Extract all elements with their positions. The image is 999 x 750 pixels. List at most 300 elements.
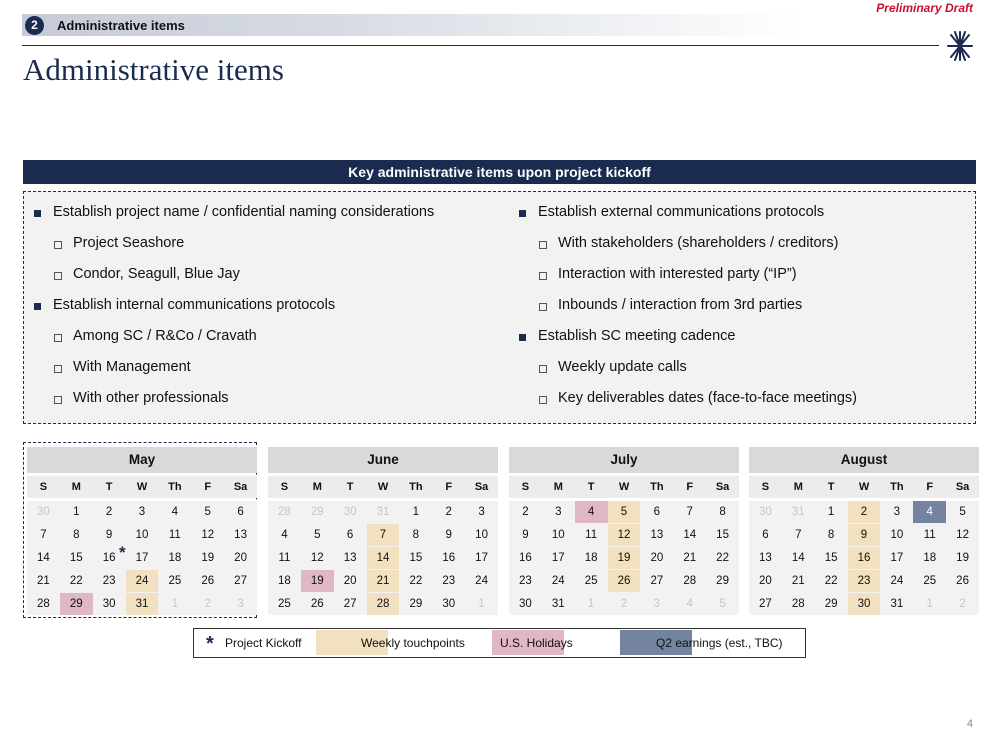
day-cell-weekly [848, 570, 881, 592]
day-cell [673, 524, 706, 546]
day-cell [126, 524, 159, 546]
day-cell [465, 570, 498, 592]
day-cell [334, 524, 367, 546]
bullet-hollow-icon [54, 365, 62, 373]
calendar-july [509, 447, 739, 615]
day-number: 12 [617, 529, 631, 541]
day-number: 16 [857, 552, 871, 564]
day-cell [575, 547, 608, 569]
sub-bullet-item: With stakeholders (shareholders / creditors) [558, 235, 839, 251]
weekday-label: W [858, 481, 870, 493]
weekday-label: W [136, 481, 148, 493]
day-number: 9 [860, 529, 868, 541]
day-cell [575, 524, 608, 546]
day-number: 7 [40, 529, 47, 541]
day-cell [268, 547, 301, 569]
day-cell [191, 593, 224, 615]
day-cell [301, 593, 334, 615]
day-cell [432, 547, 465, 569]
day-number: 18 [168, 552, 182, 564]
day-cell [706, 547, 739, 569]
day-number: 13 [234, 529, 247, 541]
day-number: 4 [281, 529, 288, 541]
weekday-header [749, 476, 979, 498]
day-cell [913, 593, 946, 615]
day-cell [815, 593, 848, 615]
weekday-label: Sa [233, 481, 248, 493]
day-cell [334, 547, 367, 569]
day-cell [946, 593, 979, 615]
day-cell [946, 501, 979, 523]
day-number: 24 [890, 575, 904, 587]
day-number: 20 [343, 575, 357, 587]
sub-bullet-item: Project Seashore [73, 235, 185, 251]
day-number: 6 [653, 506, 661, 518]
day-number: 11 [585, 529, 598, 541]
day-number: 2 [860, 506, 868, 518]
day-number: 29 [409, 598, 423, 610]
day-number: 1 [926, 598, 933, 610]
day-cell-earnings [913, 501, 946, 523]
kickoff-star-icon: * [118, 543, 126, 562]
day-number: 19 [310, 575, 324, 587]
day-number: 9 [445, 529, 452, 541]
day-cell [913, 524, 946, 546]
bullet-filled-icon [34, 303, 41, 310]
day-cell [27, 547, 60, 569]
legend-weekly-label: Weekly touchpoints [361, 636, 465, 650]
day-cell [27, 524, 60, 546]
day-number: 30 [442, 598, 456, 610]
day-number: 26 [956, 575, 969, 587]
day-number: 25 [923, 575, 937, 587]
day-cell-weekly [848, 547, 881, 569]
day-cell-weekly [608, 501, 641, 523]
day-number: 23 [857, 575, 871, 587]
day-cell [399, 501, 432, 523]
day-cell-kickoff [93, 543, 126, 569]
day-cell-weekly [608, 524, 641, 546]
day-cell [509, 524, 542, 546]
day-cell [465, 547, 498, 569]
day-number: 7 [795, 529, 802, 541]
day-number: 12 [956, 529, 969, 541]
weekday-label: Sa [715, 481, 730, 493]
day-number: 2 [204, 598, 211, 610]
day-number: 30 [857, 598, 871, 610]
day-cell [782, 524, 815, 546]
bullet-item: Establish external communications protocols [538, 204, 825, 220]
day-number: 17 [551, 552, 565, 564]
day-cell [399, 524, 432, 546]
bullet-hollow-icon [54, 396, 62, 404]
weekday-header [509, 476, 739, 498]
month-title: July [509, 447, 739, 473]
day-number: 2 [620, 598, 628, 610]
day-number: 11 [168, 529, 181, 541]
day-cell [782, 501, 815, 523]
day-number: 9 [105, 529, 113, 541]
weekday-label: W [618, 481, 630, 493]
day-number: 19 [201, 552, 215, 564]
day-number: 22 [69, 575, 83, 587]
day-cell [509, 547, 542, 569]
day-number: 1 [73, 506, 80, 518]
day-number: 27 [650, 575, 664, 587]
day-number: 17 [475, 552, 488, 564]
day-number: 3 [653, 598, 661, 610]
day-cell [301, 524, 334, 546]
day-number: 15 [409, 552, 423, 564]
page-title: Administrative items [23, 52, 284, 87]
day-cell-holiday [575, 501, 608, 523]
day-number: 1 [827, 506, 835, 518]
day-number: 10 [135, 529, 149, 541]
day-number: 4 [926, 506, 933, 518]
bullet-hollow-icon [54, 334, 62, 342]
bullet-filled-icon [519, 334, 526, 341]
day-cell [465, 524, 498, 546]
day-number: 3 [138, 506, 146, 518]
day-cell [93, 593, 126, 615]
weekday-label: F [926, 481, 934, 493]
day-cell [399, 570, 432, 592]
day-cell [126, 547, 159, 569]
day-cell [706, 593, 739, 615]
day-grid [509, 501, 739, 615]
day-number: 28 [791, 598, 805, 610]
day-number: 31 [376, 506, 390, 518]
page-number: 4 [966, 718, 973, 730]
day-cell [334, 570, 367, 592]
day-cell [673, 501, 706, 523]
day-number: 15 [824, 552, 838, 564]
calendar-may [27, 447, 257, 615]
bullet-hollow-icon [539, 272, 547, 280]
bullet-hollow-icon [54, 272, 62, 280]
calendar-june [268, 447, 498, 615]
bullet-hollow-icon [539, 241, 547, 249]
day-number: 22 [409, 575, 423, 587]
day-cell [880, 570, 913, 592]
day-cell [542, 501, 575, 523]
day-cell [946, 547, 979, 569]
day-number: 28 [278, 506, 291, 518]
day-cell [432, 570, 465, 592]
bullet-filled-icon [519, 210, 526, 217]
day-number: 22 [716, 552, 729, 564]
day-cell [432, 524, 465, 546]
day-number: 30 [343, 506, 357, 518]
weekday-label: W [377, 481, 389, 493]
day-number: 5 [959, 506, 966, 518]
weekday-header [268, 476, 498, 498]
day-number: 20 [759, 575, 772, 587]
day-number: 23 [519, 575, 532, 587]
sub-bullet-item: Condor, Seagull, Blue Jay [73, 266, 240, 282]
day-number: 5 [314, 529, 321, 541]
day-number: 20 [234, 552, 247, 564]
sub-bullet-item: With Management [73, 359, 191, 375]
header-rule [22, 45, 939, 46]
month-title: June [268, 447, 498, 473]
day-cell-weekly [848, 524, 881, 546]
weekday-label: S [280, 481, 289, 493]
day-cell [815, 570, 848, 592]
day-cell [880, 524, 913, 546]
day-number: 1 [587, 598, 595, 610]
legend-earnings-label: Q2 earnings (est., TBC) [656, 636, 783, 650]
day-number: 7 [686, 506, 693, 518]
day-number: 8 [412, 529, 420, 541]
key-items-header: Key administrative items upon project kickoff [23, 160, 976, 184]
month-title: May [27, 447, 257, 473]
section-number-badge: 2 [25, 16, 44, 35]
day-number: 30 [519, 598, 532, 610]
weekday-label: T [827, 481, 835, 493]
day-number: 31 [791, 506, 805, 518]
day-cell [334, 593, 367, 615]
day-number: 26 [617, 575, 631, 587]
day-cell [880, 593, 913, 615]
day-cell [191, 524, 224, 546]
day-cell [913, 547, 946, 569]
day-number: 5 [719, 598, 726, 610]
day-number: 6 [237, 506, 244, 518]
day-cell [749, 547, 782, 569]
bullet-hollow-icon [539, 396, 547, 404]
day-grid [268, 501, 498, 615]
day-cell [782, 570, 815, 592]
day-number: 19 [617, 552, 631, 564]
day-cell [268, 524, 301, 546]
firm-logo-icon [945, 29, 975, 63]
bullet-item: Establish project name / confidential naming considerations [53, 204, 435, 220]
day-cell-weekly [608, 547, 641, 569]
bullet-item: Establish internal communications protocols [53, 297, 336, 313]
weekday-label: M [71, 481, 81, 493]
day-number: 14 [376, 552, 390, 564]
day-cell [432, 593, 465, 615]
day-number: 21 [37, 575, 50, 587]
day-cell-weekly [367, 570, 400, 592]
calendar-august [749, 447, 979, 615]
sub-bullet-item: Inbounds / interaction from 3rd parties [558, 297, 803, 313]
day-cell [542, 547, 575, 569]
day-cell [749, 501, 782, 523]
day-cell [575, 570, 608, 592]
day-cell [126, 501, 159, 523]
weekday-label: M [312, 481, 322, 493]
day-cell-holiday [60, 593, 93, 615]
day-number: 24 [475, 575, 488, 587]
day-cell-weekly [848, 501, 881, 523]
day-cell [946, 524, 979, 546]
sub-bullet-item: Interaction with interested party (“IP”) [558, 266, 797, 282]
day-cell-weekly [367, 524, 400, 546]
day-cell [749, 524, 782, 546]
day-cell [224, 524, 257, 546]
day-number: 18 [923, 552, 937, 564]
day-cell [432, 501, 465, 523]
day-cell [191, 501, 224, 523]
day-cell [60, 570, 93, 592]
day-cell [191, 547, 224, 569]
month-title: August [749, 447, 979, 473]
day-number: 3 [237, 598, 244, 610]
day-number: 8 [73, 529, 80, 541]
weekday-label: Th [168, 481, 182, 493]
day-number: 4 [686, 598, 693, 610]
day-number: 2 [445, 506, 452, 518]
day-number: 11 [923, 529, 936, 541]
day-cell [191, 570, 224, 592]
day-number: 31 [551, 598, 565, 610]
day-number: 17 [890, 552, 904, 564]
day-cell [946, 570, 979, 592]
bullet-hollow-icon [54, 241, 62, 249]
day-cell [815, 501, 848, 523]
day-cell-weekly [608, 570, 641, 592]
day-cell [158, 593, 191, 615]
weekday-label: Sa [955, 481, 970, 493]
day-number: 12 [201, 529, 215, 541]
day-number: 18 [278, 575, 291, 587]
day-number: 24 [135, 575, 149, 587]
day-number: 14 [791, 552, 805, 564]
legend-holiday-label: U.S. Holidays [500, 636, 573, 650]
day-cell [880, 501, 913, 523]
day-number: 28 [376, 598, 390, 610]
day-cell [158, 547, 191, 569]
day-number: 25 [168, 575, 182, 587]
day-number: 27 [759, 598, 772, 610]
weekday-label: Sa [474, 481, 489, 493]
weekday-label: Th [890, 481, 904, 493]
legend-kickoff-label: Project Kickoff [225, 636, 302, 650]
sub-bullet-item: Key deliverables dates (face-to-face meetings) [558, 390, 858, 406]
sub-bullet-item: Weekly update calls [558, 359, 687, 375]
day-number: 11 [278, 552, 291, 564]
day-cell [27, 501, 60, 523]
day-number: 26 [310, 598, 324, 610]
key-items-box [23, 191, 976, 424]
day-number: 4 [587, 506, 595, 518]
day-cell [224, 570, 257, 592]
day-number: 3 [893, 506, 901, 518]
weekday-header [27, 476, 257, 498]
day-number: 13 [343, 552, 357, 564]
day-cell [815, 547, 848, 569]
day-number: 26 [201, 575, 215, 587]
day-cell [542, 593, 575, 615]
weekday-label: M [553, 481, 563, 493]
day-cell [542, 524, 575, 546]
day-cell [640, 570, 673, 592]
weekday-label: Th [650, 481, 664, 493]
day-number: 17 [135, 552, 149, 564]
weekday-label: S [521, 481, 530, 493]
day-number: 10 [551, 529, 565, 541]
day-cell [608, 593, 641, 615]
day-cell [815, 524, 848, 546]
day-cell-weekly [848, 593, 881, 615]
day-number: 29 [310, 506, 324, 518]
day-cell [158, 524, 191, 546]
day-number: 1 [412, 506, 420, 518]
day-cell [224, 547, 257, 569]
day-cell [268, 501, 301, 523]
kickoff-star-icon: * [206, 633, 214, 655]
day-cell [706, 501, 739, 523]
weekday-label: S [39, 481, 48, 493]
day-cell-weekly [126, 593, 159, 615]
day-cell [706, 570, 739, 592]
day-number: 15 [69, 552, 83, 564]
day-number: 16 [519, 552, 532, 564]
calendar-legend [193, 628, 806, 658]
day-number: 9 [522, 529, 529, 541]
day-cell [334, 501, 367, 523]
day-number: 10 [890, 529, 904, 541]
sub-bullet-item: Among SC / R&Co / Cravath [73, 328, 257, 344]
day-number: 14 [683, 529, 697, 541]
day-cell [880, 547, 913, 569]
weekday-label: T [105, 481, 113, 493]
day-number: 13 [759, 552, 772, 564]
day-cell [60, 501, 93, 523]
weekday-label: F [686, 481, 694, 493]
day-number: 27 [343, 598, 357, 610]
day-number: 21 [791, 575, 805, 587]
day-cell [399, 593, 432, 615]
weekday-label: T [346, 481, 354, 493]
day-grid [749, 501, 979, 615]
day-grid [27, 501, 257, 615]
day-number: 19 [956, 552, 969, 564]
day-cell [399, 547, 432, 569]
day-cell [60, 524, 93, 546]
day-number: 6 [762, 529, 769, 541]
day-cell [913, 570, 946, 592]
day-number: 22 [824, 575, 838, 587]
draft-label: Preliminary Draft [876, 1, 973, 15]
day-number: 16 [102, 552, 116, 564]
day-number: 29 [69, 598, 83, 610]
day-cell [367, 501, 400, 523]
day-cell-weekly [367, 547, 400, 569]
day-cell-holiday [301, 570, 334, 592]
day-number: 3 [478, 506, 485, 518]
day-number: 14 [37, 552, 50, 564]
day-cell [465, 501, 498, 523]
weekday-label: S [761, 481, 770, 493]
day-cell [93, 501, 126, 523]
day-cell [509, 593, 542, 615]
day-cell [673, 570, 706, 592]
day-cell [301, 501, 334, 523]
day-cell [673, 547, 706, 569]
day-number: 1 [478, 598, 485, 610]
day-cell [509, 570, 542, 592]
day-cell [268, 570, 301, 592]
day-cell [301, 547, 334, 569]
day-number: 1 [171, 598, 179, 610]
day-cell [465, 593, 498, 615]
weekday-label: F [204, 481, 212, 493]
day-cell-weekly [126, 570, 159, 592]
day-cell [640, 524, 673, 546]
